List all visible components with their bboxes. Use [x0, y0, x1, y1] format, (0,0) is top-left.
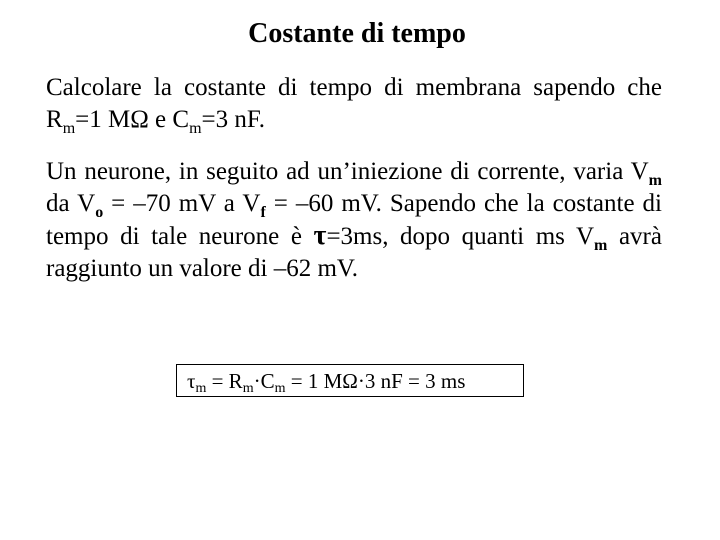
problem-2: Un neurone, in seguito ad un’iniezione di corrente, varia $V_m$ da $V_o = -70$ mV a $V_f = -60$ mV. Sapendo che la costante di tempo di tale neurone è τ=3ms, dopo quanti ms $V_m$ avrà raggiunto un valore di –62 mV.	[46, 158, 662, 282]
problem-1: Calcolare la costante di tempo di membrana sapendo che $R_m=1$ MΩ e $C_m=3$ nF.	[46, 74, 662, 137]
formula-box: $\tau_m = R_m\cdot C_m = 1$ MΩ·3 nF = 3 ms	[176, 364, 524, 397]
page-title: Costante di tempo	[248, 18, 466, 49]
tau-symbol: τ	[313, 220, 327, 251]
